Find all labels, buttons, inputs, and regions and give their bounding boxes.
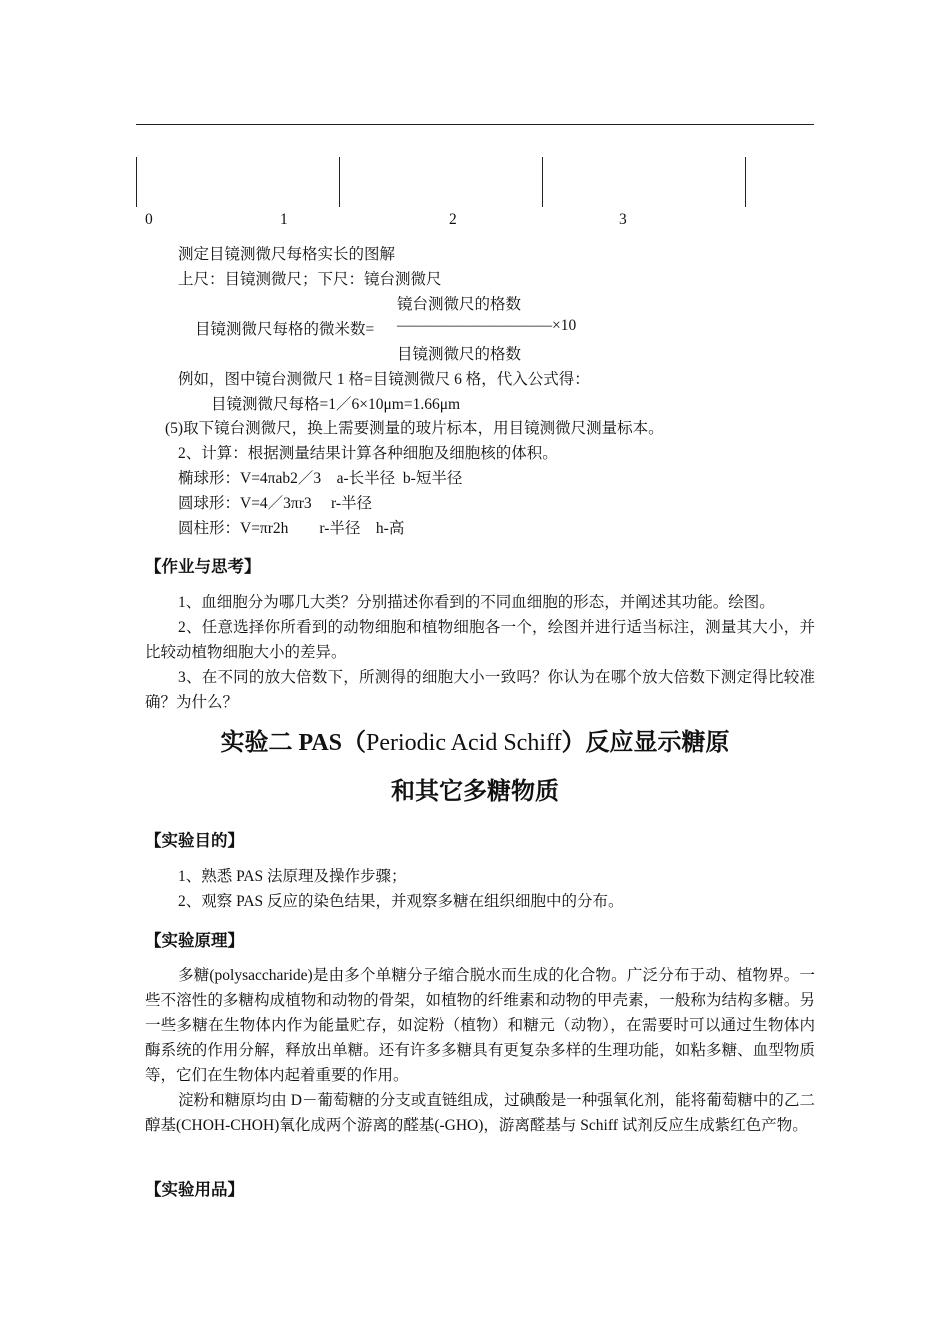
formula-cylinder: 圆柱形：V=πr2h r-半径 h-高: [178, 520, 405, 537]
header-rule: [136, 124, 814, 125]
experiment-title-line2: 和其它多糖物质: [391, 779, 559, 805]
formula-numerator: 镜台测微尺的格数: [397, 296, 522, 313]
experiment-title: 实验二 PAS（Periodic Acid Schiff）反应显示糖原: [220, 730, 730, 756]
formula-bar: ——————————×10: [397, 317, 577, 334]
purpose-heading: 【实验目的】: [145, 831, 244, 850]
principle-paragraph-2: 淀粉和糖原均由 D－葡萄糖的分支或直链组成，过碘酸是一种强氧化剂，能将葡萄糖中的乙二醇基(CHOH-CHOH)氧化成两个游离的醛基(-GHO)，游离醛基与 Schiff 试剂反应生成紫红色产物。: [145, 1092, 815, 1134]
scale-number: 2: [449, 211, 457, 228]
scale-tick: [339, 157, 340, 207]
scale-number: 1: [280, 211, 288, 228]
example-text: 例如，图中镜台测微尺 1 格=目镜测微尺 6 格，代入公式得：: [178, 371, 590, 388]
scale-tick: [542, 157, 543, 207]
scale-tick: [745, 157, 746, 207]
purpose-item-1: 1、熟悉 PAS 法原理及操作步骤；: [178, 868, 407, 885]
formula-denominator: 目镜测微尺的格数: [397, 346, 522, 363]
formula-ellipsoid: 椭球形：V=4πab2／3 a-长半径 b-短半径: [178, 470, 463, 487]
principle-paragraph-1: 多糖(polysaccharide)是由多个单糖分子缩合脱水而生成的化合物。广泛分布于动、植物界。一些不溶性的多糖构成植物和动物的骨架，如植物的纤维素和动物的甲壳素，一般称为结构多糖。另一些多糖在生物体内作为能量贮存，如淀粉（植物）和糖元（动物），在需要时可以通过生物体内酶系统的作用分解，释放出单糖。还有许多多糖具有更复杂多样的生理功能，如粘多糖、血型物质等，它们在生物体内起着重要的作用。: [145, 967, 815, 1084]
homework-q1: 1、血细胞分为哪几大类？分别描述你看到的不同血细胞的形态，并阐述其功能。绘图。: [178, 594, 775, 611]
homework-heading: 【作业与思考】: [145, 557, 261, 576]
step-5: (5)取下镜台测微尺，换上需要测量的玻片标本，用目镜测微尺测量标本。: [165, 420, 664, 437]
homework-q3: 3、在不同的放大倍数下，所测得的细胞大小一致吗？你认为在哪个放大倍数下测定得比较准确？为什么？: [145, 669, 815, 711]
materials-heading: 【实验用品】: [145, 1180, 244, 1199]
calc-step: 2、计算：根据测量结果计算各种细胞及细胞核的体积。: [178, 445, 558, 462]
principle-heading: 【实验原理】: [145, 931, 244, 950]
figure-note: 上尺：目镜测微尺；下尺：镜台测微尺: [178, 271, 442, 288]
scale-tick: [136, 157, 137, 207]
homework-q2: 2、任意选择你所看到的动物细胞和植物细胞各一个，绘图并进行适当标注，测量其大小，并比较动植物细胞大小的差异。: [145, 619, 815, 661]
figure-caption: 测定目镜测微尺每格实长的图解: [178, 246, 396, 263]
formula-sphere: 圆球形：V=4／3πr3 r-半径: [178, 495, 373, 512]
scale-number: 0: [145, 211, 153, 228]
scale-number: 3: [619, 211, 627, 228]
formula-lhs: 目镜测微尺每格的微米数=: [195, 321, 375, 338]
purpose-item-2: 2、观察 PAS 反应的染色结果，并观察多糖在组织细胞中的分布。: [178, 893, 624, 910]
example-result: 目镜测微尺每格=1／6×10μm=1.66μm: [211, 396, 461, 413]
